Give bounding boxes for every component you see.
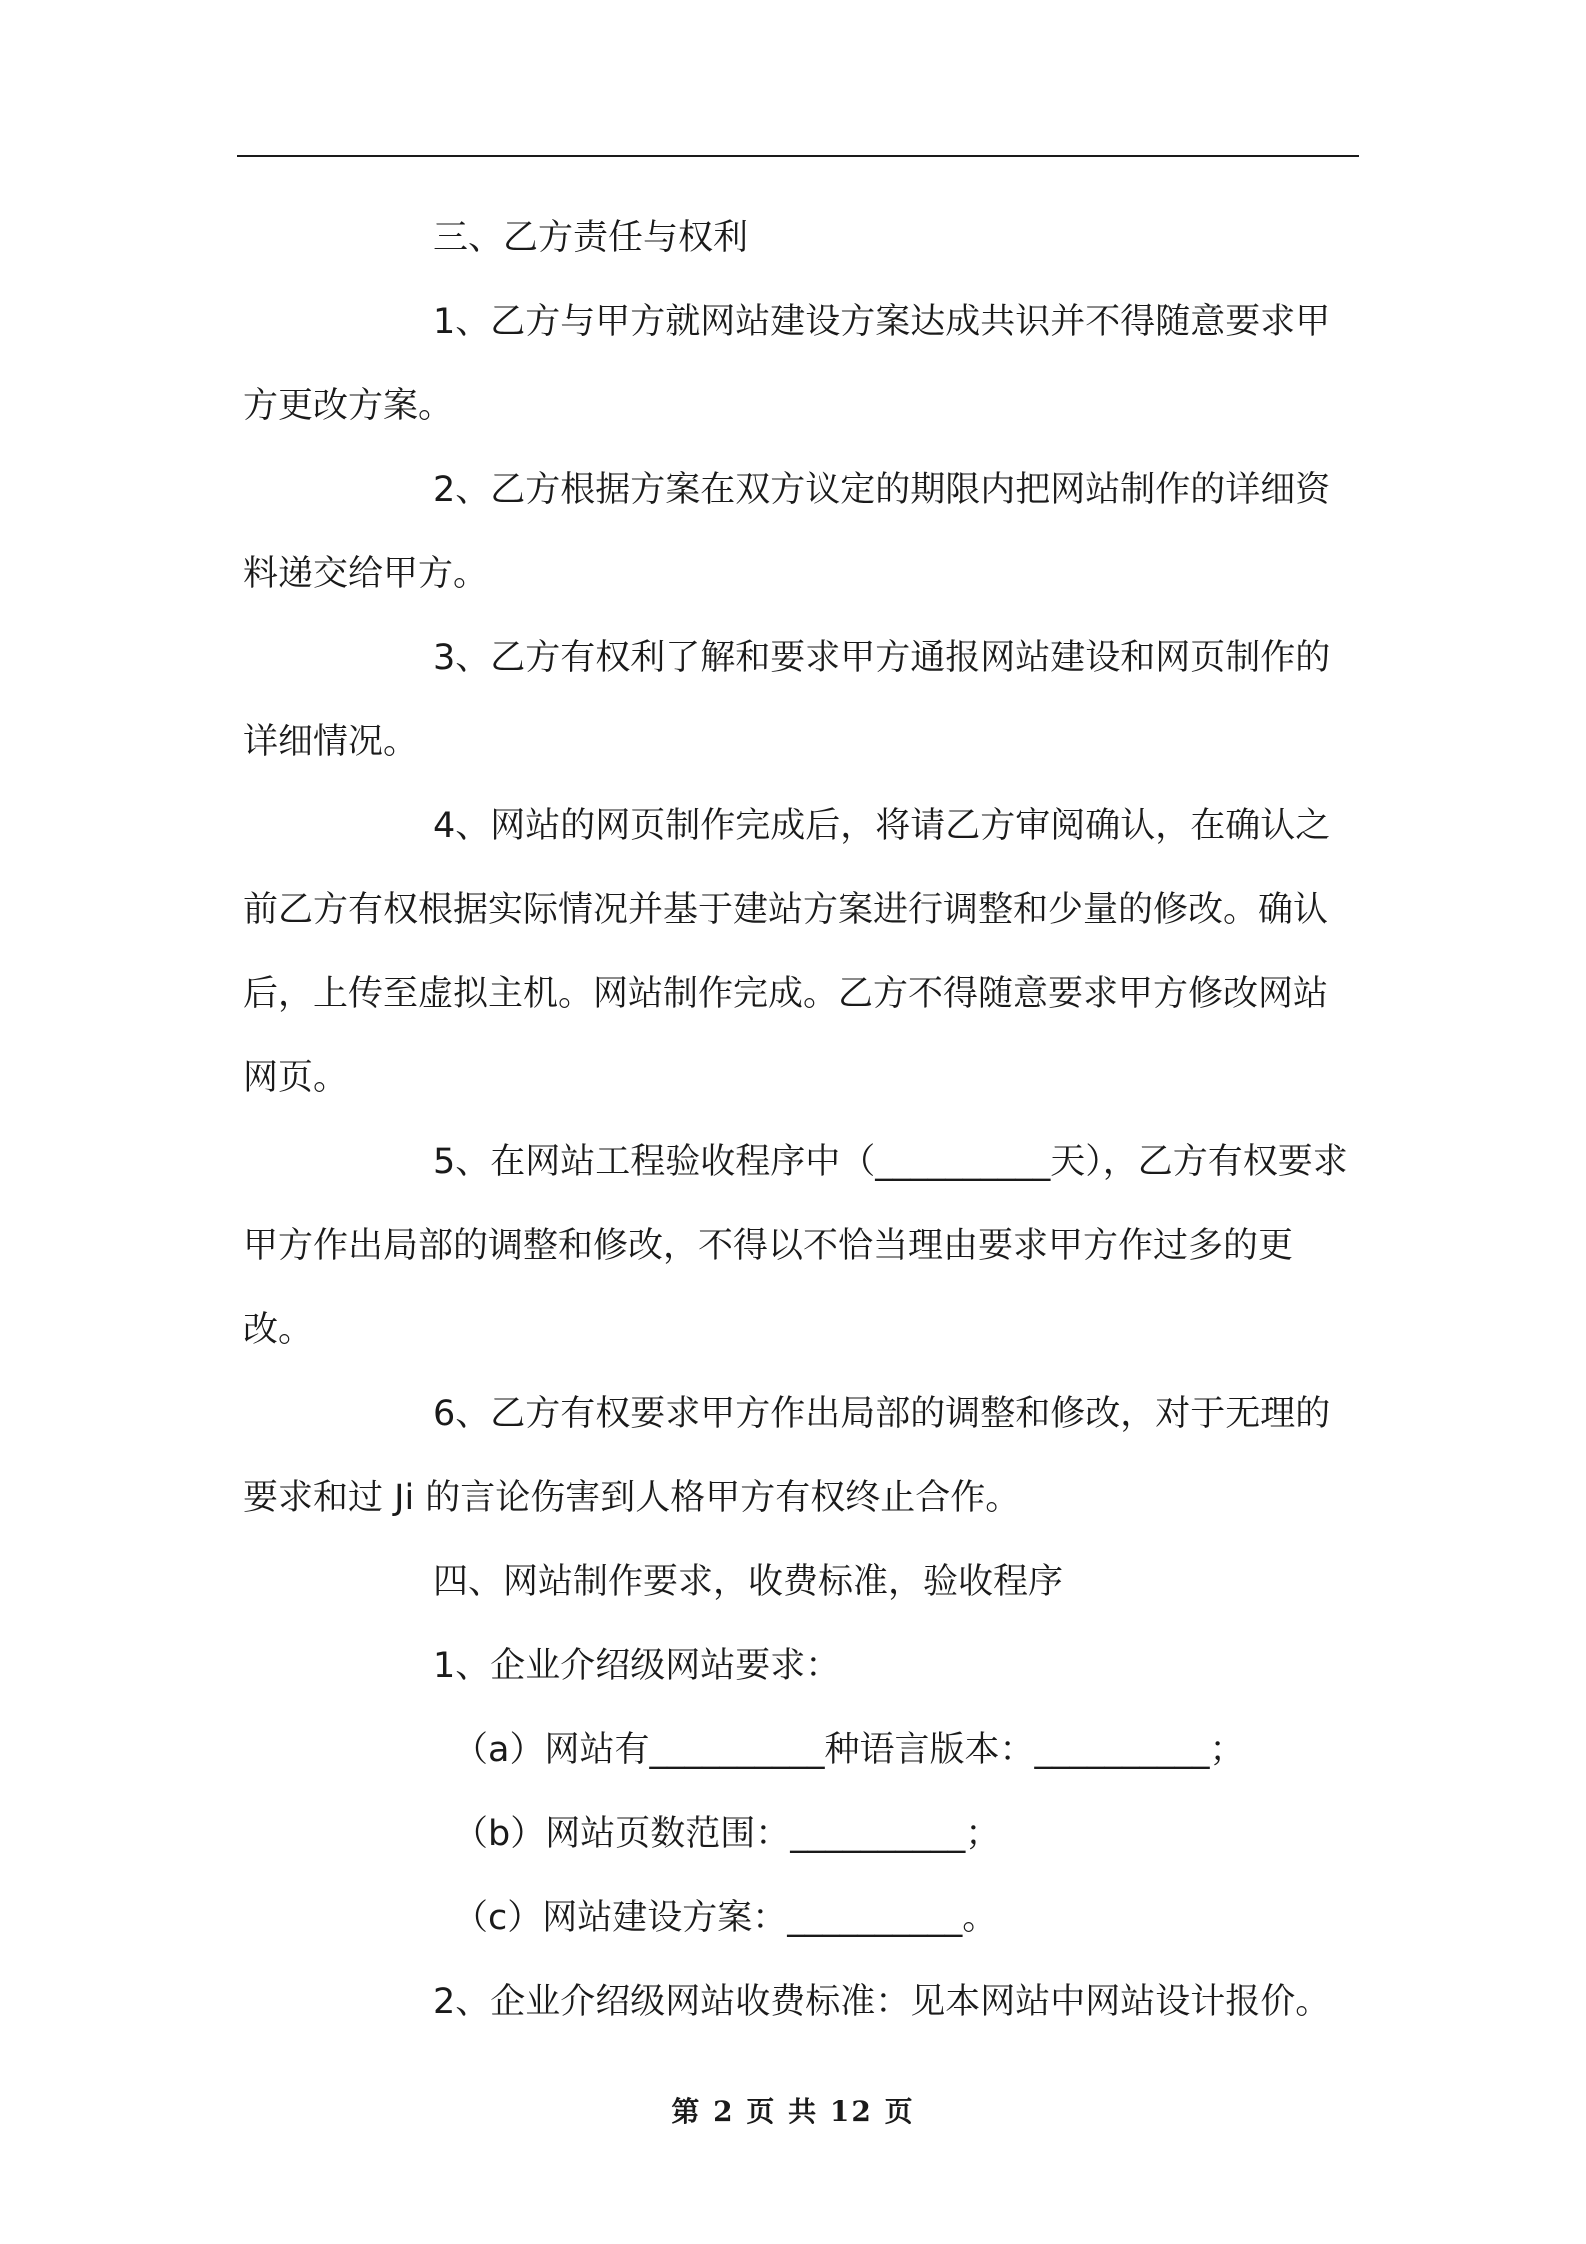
clause-3-6: 6、乙方有权要求甲方作出局部的调整和修改，对于无理的要求和过 Ji 的言论伤害到人格甲方有权终止合作。 [243, 1394, 1331, 1518]
document-body [243, 196, 1359, 2044]
clause-4-1-c: （c）网站建设方案：__________。 [453, 1898, 998, 1938]
section-heading-4: 四、网站制作要求，收费标准，验收程序 [433, 1562, 1064, 1602]
clause-4-1: 1、企业介绍级网站要求： [433, 1646, 841, 1686]
page-number: 第 2 页 共 12 页 [671, 2095, 915, 2128]
clause-4-1-b: （b）网站页数范围：__________； [453, 1814, 1001, 1854]
clause-3-2: 2、乙方根据方案在双方议定的期限内把网站制作的详细资料递交给甲方。 [243, 470, 1331, 594]
clause-3-3: 3、乙方有权利了解和要求甲方通报网站建设和网页制作的详细情况。 [243, 638, 1331, 762]
clause-3-4: 4、网站的网页制作完成后，将请乙方审阅确认，在确认之前乙方有权根据实际情况并基于建站方案进行调整和少量的修改。确认后，上传至虚拟主机。网站制作完成。乙方不得随意要求甲方修改网站网页。 [243, 806, 1331, 1098]
clause-4-2: 2、企业介绍级网站收费标准：见本网站中网站设计报价。 [433, 1982, 1331, 2022]
clause-3-5: 5、在网站工程验收程序中（__________天），乙方有权要求甲方作出局部的调整和修改，不得以不恰当理由要求甲方作过多的更改。 [243, 1142, 1348, 1350]
clause-4-1-a: （a）网站有__________种语言版本：__________； [453, 1730, 1245, 1770]
header-rule [237, 155, 1359, 157]
clause-3-1: 1、乙方与甲方就网站建设方案达成共识并不得随意要求甲方更改方案。 [243, 302, 1331, 426]
section-heading-3: 三、乙方责任与权利 [433, 218, 749, 258]
